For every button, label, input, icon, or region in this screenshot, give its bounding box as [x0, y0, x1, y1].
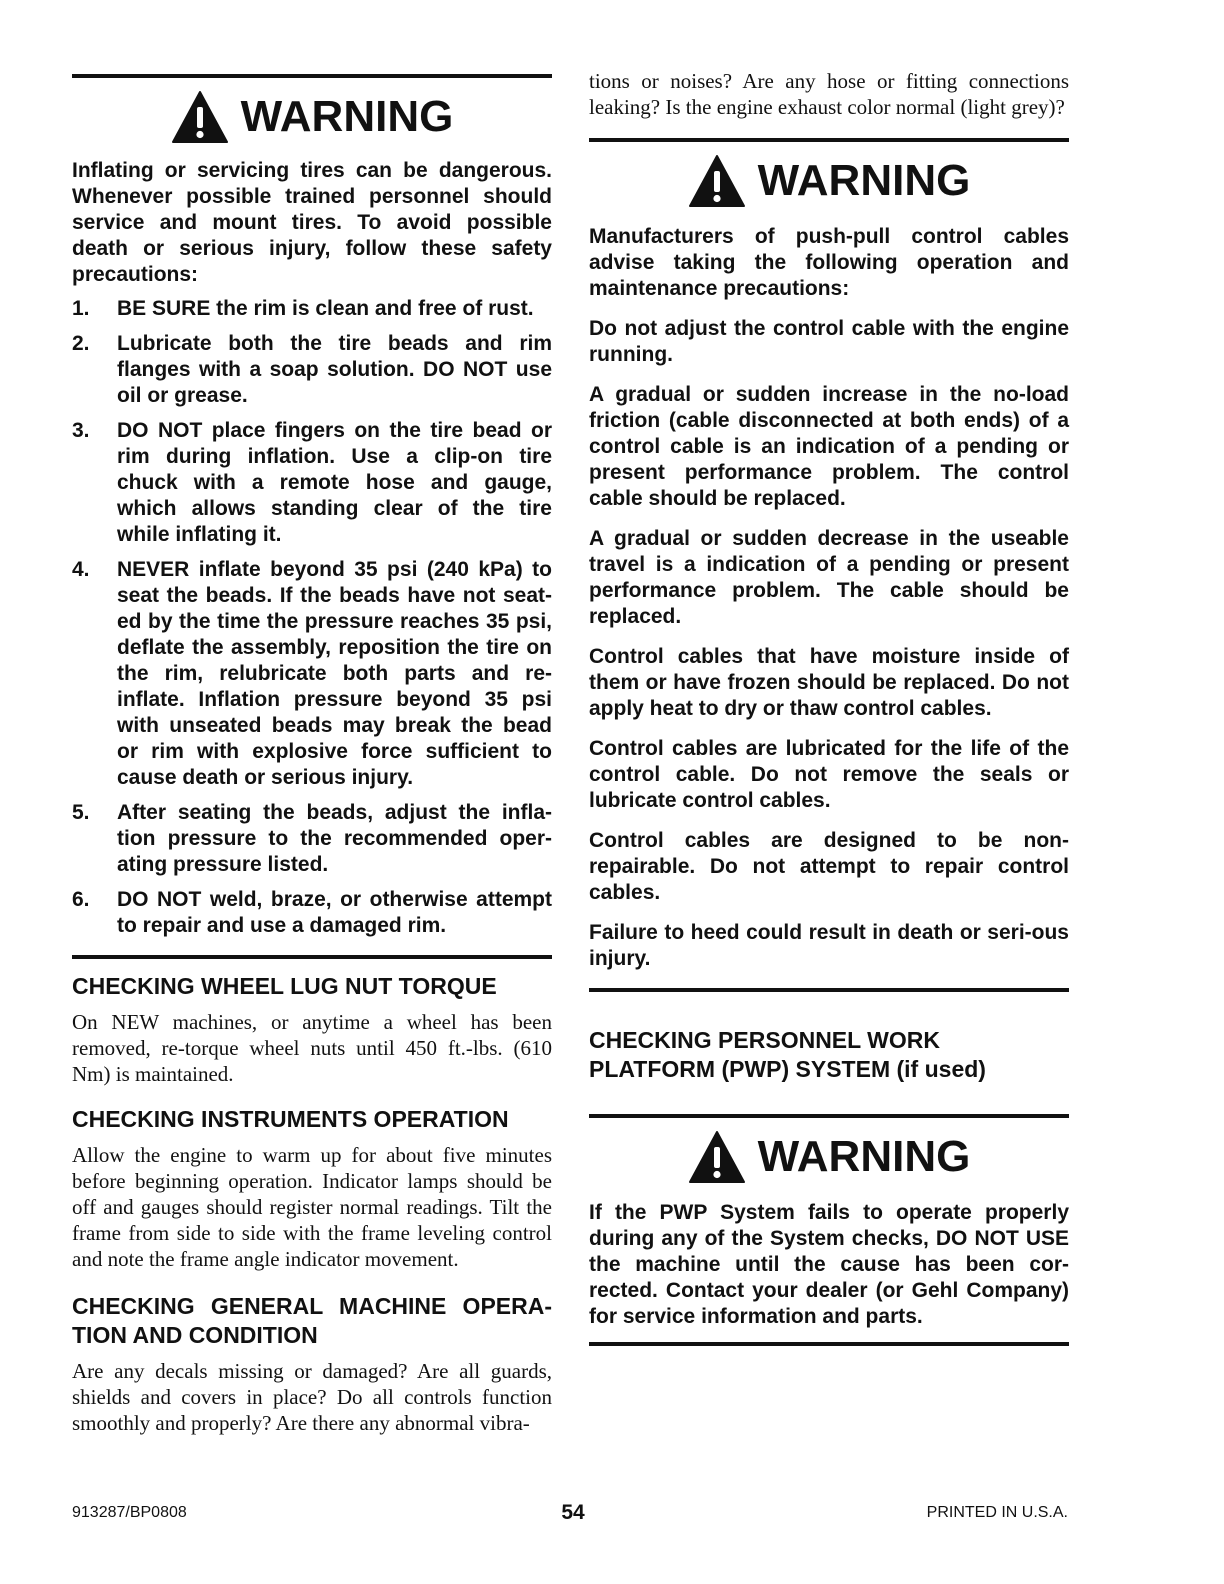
footer-page-number: 54 — [561, 1501, 585, 1524]
lug-nut-text: On NEW machines, or anytime a wheel has been removed, re-torque wheel nuts until 450 ft.-lbs. (610 Nm) is maintained. — [72, 1010, 552, 1086]
tire-precautions-list — [72, 296, 552, 939]
warning-bottom-rule — [72, 955, 552, 959]
pwp-heading-line1: CHECKING PERSONNEL WORK — [589, 1027, 940, 1053]
list-item: 1. BE SURE the rim is clean and free of rust. — [72, 297, 534, 320]
continued-text: tions or noises? Are any hose or fitting connections leaking? Is the engine exhaust color normal (light grey)? — [589, 69, 1069, 119]
footer-printed-in: PRINTED IN U.S.A. — [926, 1504, 1068, 1521]
warning-title: WARNING — [757, 1132, 971, 1181]
cable-warning-header — [589, 148, 1069, 214]
cable-paragraph: A gradual or sudden increase in the no-load friction (cable disconnected at both ends) of a control cable is an indication of a pending or present performance problem. The control cable should be replaced. — [589, 383, 1069, 510]
cable-paragraph: A gradual or sudden decrease in the useable travel is a indication of a pending or present performance problem. The cable should be replaced. — [589, 527, 1069, 628]
warning-title: WARNING — [240, 92, 454, 141]
right-column — [589, 68, 1069, 1346]
pwp-heading-line2: PLATFORM (PWP) SYSTEM (if used) — [589, 1056, 986, 1082]
general-condition-text: Are any decals missing or damaged? Are all guards, shields and covers in place? Do all controls function smoothly and properly? Are there any abnormal vibra- — [72, 1359, 552, 1435]
cable-paragraph: Failure to heed could result in death or seri-ous injury. — [589, 921, 1069, 970]
cable-paragraph: Do not adjust the control cable with the engine running. — [589, 317, 1069, 366]
tire-warning-intro: Inflating or servicing tires can be dangerous. Whenever possible trained personnel should service and mount tires. To avoid possible death or serious injury, follow these safety precautions: — [72, 159, 552, 286]
footer-doc-number: 913287/BP0808 — [72, 1504, 187, 1521]
warning-triangle-icon — [171, 90, 229, 144]
cable-paragraph: Control cables are lubricated for the life of the control cable. Do not remove the seals or lubricate control cables. — [589, 737, 1069, 812]
list-item: 6. DO NOT weld, braze, or otherwise attempt to repair and use a damaged rim. — [72, 888, 552, 937]
warning-bottom-rule — [589, 988, 1069, 992]
list-item: 2. Lubricate both the tire beads and rim flanges with a soap solution. DO NOT use oil or grease. — [72, 332, 552, 407]
warning-triangle-icon — [688, 154, 746, 208]
pwp-warning-text: If the PWP System fails to operate properly during any of the System checks, DO NOT USE the machine until the cause has been cor-rected. Contact your dealer (or Gehl Company) for service information and parts. — [589, 1201, 1069, 1328]
lug-nut-heading: CHECKING WHEEL LUG NUT TORQUE — [72, 973, 497, 999]
warning-bottom-rule — [589, 1342, 1069, 1346]
cable-paragraph: Manufacturers of push-pull control cables advise taking the following operation and maintenance precautions: — [589, 225, 1069, 300]
general-condition-heading: CHECKING GENERAL MACHINE OPERA-TION AND CONDITION — [72, 1293, 552, 1348]
warning-top-rule — [589, 1114, 1069, 1118]
warning-top-rule — [589, 138, 1069, 142]
list-item: 5. After seating the beads, adjust the infla-tion pressure to the recommended oper-ating pressure listed. — [72, 801, 552, 876]
list-item: 3. DO NOT place fingers on the tire bead or rim during inflation. Use a clip-on tire chuck with a remote hose and gauge, which allows standing clear of the tire while inflating it. — [72, 419, 552, 546]
pwp-warning-header — [589, 1124, 1069, 1190]
instruments-heading: CHECKING INSTRUMENTS OPERATION — [72, 1106, 509, 1132]
left-column — [72, 74, 552, 1436]
cable-paragraph: Control cables are designed to be non-repairable. Do not attempt to repair control cables. — [589, 829, 1069, 904]
warning-title: WARNING — [757, 156, 971, 205]
warning-triangle-icon — [688, 1130, 746, 1184]
list-item: 4. NEVER inflate beyond 35 psi (240 kPa) to seat the beads. If the beads have not seat-ed by the time the pressure reaches 35 psi, deflate the assembly, reposition the tire on the rim, relubricate both parts and re-inflate. Inflation pressure beyond 35 psi with unseated beads may break the bead or rim with explosive force sufficient to cause death or serious injury. — [72, 558, 552, 789]
instruments-text: Allow the engine to warm up for about five minutes before beginning operation. Indicator lamps should be off and gauges should register normal readings. Tilt the frame from side to side with the frame leveling control and note the frame angle indicator movement. — [72, 1143, 552, 1271]
warning-top-rule — [72, 74, 552, 78]
tire-warning-header — [72, 84, 552, 150]
cable-paragraph: Control cables that have moisture inside of them or have frozen should be replaced. Do not apply heat to dry or thaw control cables. — [589, 645, 1069, 720]
